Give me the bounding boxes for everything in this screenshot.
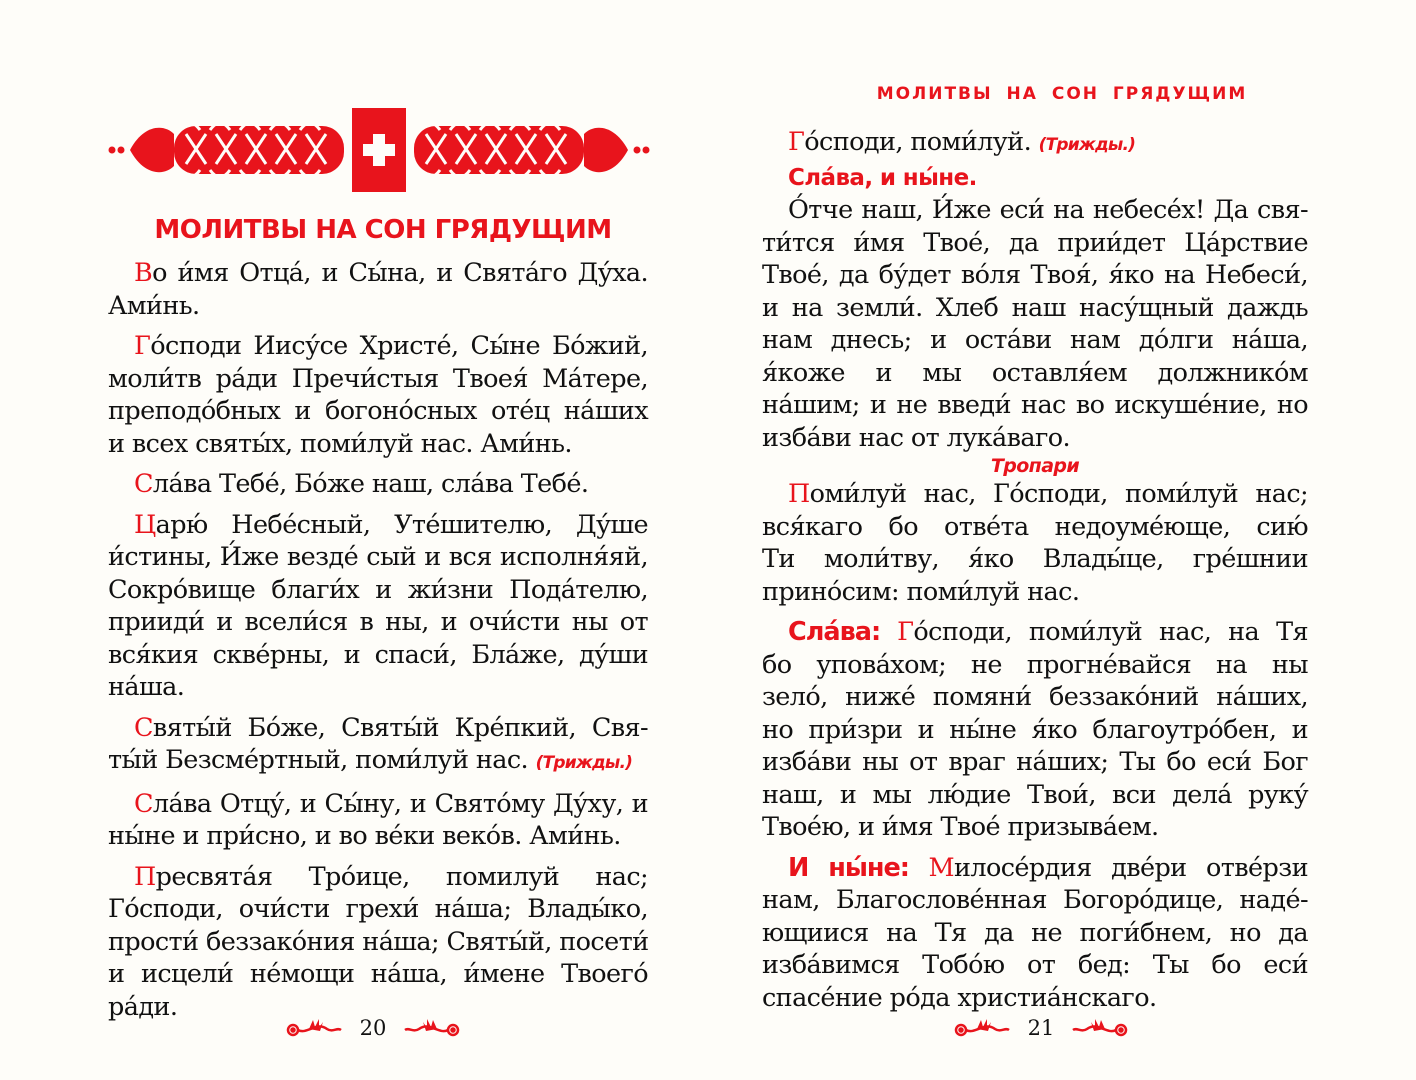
prayer-paragraph: И ны́не: Милосе́рдия две́ри отве́рзи нам, Благослове́нная Богоро́дице, наде́- ющиися на Тя да не поги́бнем, но да изба́вимся Тобо́ю от бед: Ты бо еси́ спасе́ние ро́да христиа́нскаго.	[762, 852, 1308, 1013]
red-initial: Г	[788, 127, 805, 157]
page-number: 20	[359, 1016, 387, 1040]
flourish-left-icon	[285, 1017, 345, 1039]
page-number: 21	[1027, 1016, 1055, 1040]
prayer-paragraph-lords-prayer: О́тче наш, И́же еси́ на небесе́х! Да свя- ти́тся и́мя Твое́, да прии́дет Ца́рствие Твое́, да бу́дет во́ля Твоя́, я́ко на Небеси́, и на земли́. Хлеб наш насу́щный даждь нам днесь; и оста́ви нам до́лги на́ша, я́коже и мы оставля́ем должнико́м на́шим; и не введи́ нас во искуше́ние, но изба́ви нас от лука́ваго.	[762, 195, 1308, 453]
red-initial: С	[134, 788, 153, 819]
page-title: МОЛИТВЫ НА СОН ГРЯДУЩИМ	[154, 215, 612, 245]
flourish-right-icon	[1069, 1017, 1129, 1039]
prayer-paragraph: Сла́ва: Го́споди, поми́луй нас, на Тя бо упова́хом; не прогне́вайся на ны зело́, ниже́ помяни́ беззако́ний на́ших, но при́зри и ны́не я́ко благоутро́бен, и изба́ви ны от враг на́ших; Ты бо еси́ Бог наш, и мы лю́дие Твои́, вси дела́ руку́ Твое́ю, и и́мя Твое́ призыва́ем.	[762, 617, 1308, 842]
rubric-note: (Трижды.)	[535, 753, 633, 773]
prayer-text-right	[762, 126, 1308, 1022]
red-initial: С	[134, 469, 153, 499]
red-initial: П	[134, 861, 156, 892]
red-initial: В	[134, 258, 153, 288]
prayer-paragraph: Во и́мя Отца́, и Сы́на, и Свята́го Ду́ха. Ами́нь.	[108, 258, 648, 321]
red-initial: Г	[134, 331, 151, 361]
page-footer	[285, 1013, 461, 1043]
red-initial: П	[788, 479, 810, 509]
section-subheading: Тропари	[990, 455, 1080, 477]
prayer-paragraph: Пресвята́я Тро́ице, помилуй нас; Го́споди, очи́сти грехи́ на́ша; Влады́ко, прости́ беззако́ния на́ша; Святы́й, посети́ и исцели́ не́мощи на́ша, и́мене Твоего́ ра́ди.	[108, 861, 649, 1022]
running-head: МОЛИТВЫ НА СОН ГРЯДУЩИМ	[876, 84, 1248, 104]
right-page	[708, 0, 1416, 1080]
prayer-paragraph: Святы́й Бо́же, Святы́й Кре́пкий, Свя- ты́й Безсме́ртный, поми́луй нас. (Трижды.)	[108, 712, 648, 775]
red-initial: М	[928, 852, 954, 883]
prayer-paragraph: Го́споди, поми́луй. (Трижды.)	[788, 127, 1136, 157]
red-initial: Г	[897, 617, 914, 647]
interlace-ornament-icon	[104, 104, 654, 196]
rubric-note: (Трижды.)	[1038, 135, 1136, 155]
flourish-left-icon	[953, 1017, 1013, 1039]
prayer-paragraph: Сла́ва Отцу́, и Сы́ну, и Свято́му Ду́ху, и ны́не и при́сно, и во ве́ки веко́в. Ами́нь.	[108, 788, 648, 851]
flourish-right-icon	[401, 1017, 461, 1039]
page-footer	[953, 1013, 1129, 1043]
rubric-label: Сла́ва:	[788, 617, 881, 647]
rubric-label: И ны́не:	[788, 852, 909, 883]
red-initial: Ц	[134, 509, 156, 540]
red-initial: С	[134, 712, 153, 743]
prayer-text-left	[108, 257, 648, 1031]
rubric-heading: Сла́ва, и ны́не.	[788, 164, 977, 191]
prayer-paragraph: Сла́ва Тебе́, Бо́же наш, сла́ва Тебе́.	[134, 469, 589, 499]
prayer-paragraph: Царю́ Небе́сный, Уте́шителю, Ду́ше и́стины, И́же везде́ сый и вся исполня́яй, Сокро́вище благи́х и жи́зни Пода́телю, прииди́ и всели́ся в ны, и очи́сти ны от вся́кия скве́рны, и спаси́, Бла́же, ду́ши на́ша.	[108, 509, 648, 702]
prayer-paragraph: Го́споди Иису́се Христе́, Сы́не Бо́жий, моли́тв ра́ди Пречи́стыя Твоея́ Ма́тере, преподо́бных и богоно́сных оте́ц на́ших и всех святы́х, поми́луй нас. Ами́нь.	[108, 331, 648, 459]
prayer-paragraph: Поми́луй нас, Го́споди, поми́луй нас; вся́каго бо отве́та недоуме́юще, сию́ Ти моли́тву, я́ко Влады́це, гре́шнии прино́сим: поми́луй нас.	[762, 479, 1308, 607]
